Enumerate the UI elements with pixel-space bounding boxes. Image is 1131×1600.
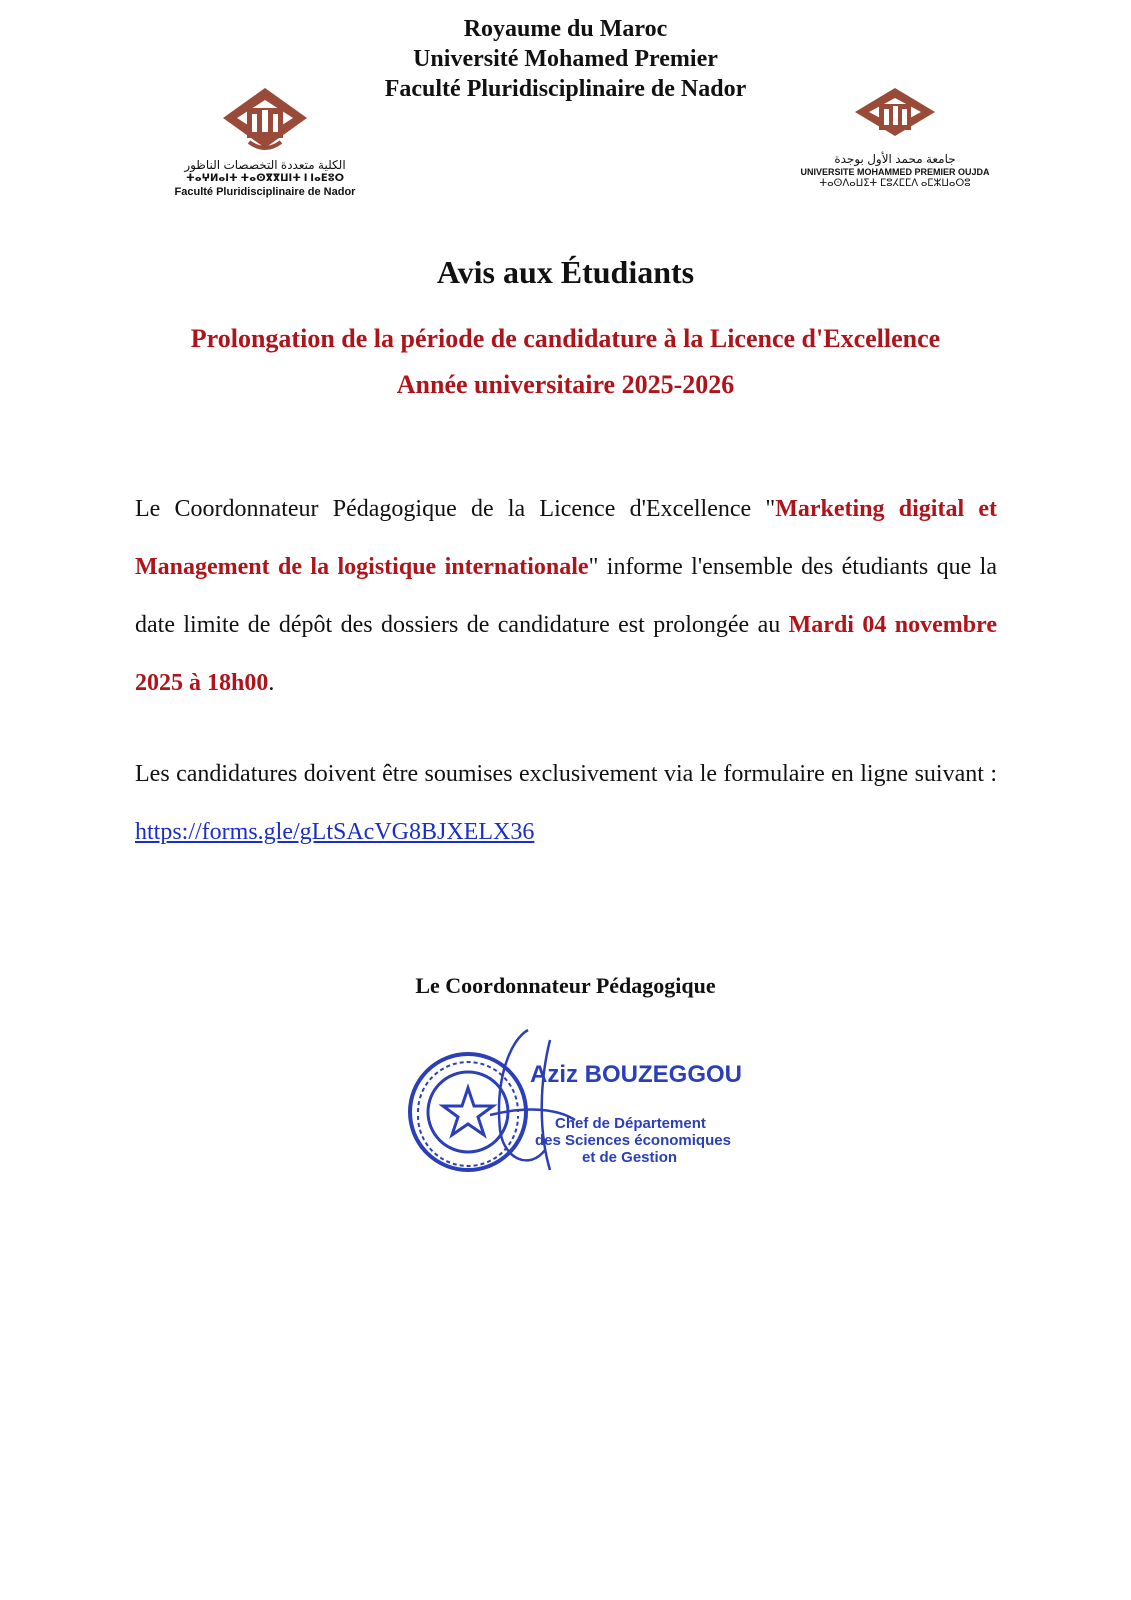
faculty-logo xyxy=(165,86,365,199)
notice-title: Avis aux Étudiants xyxy=(436,254,695,290)
faculty-logo-french: Faculté Pluridisciplinaire de Nador xyxy=(174,185,356,198)
notice-paragraph-2 xyxy=(135,745,997,861)
stamp-line-1: Chef de Département xyxy=(555,1115,706,1132)
signature-title: Le Coordonnateur Pédagogique xyxy=(415,973,716,998)
paragraph-1-intro: Le Coordonnateur Pédagogique de la Licence d'Excellence " xyxy=(135,496,776,522)
stamp-line-2: des Sciences économiques xyxy=(535,1132,731,1149)
university-emblem-icon xyxy=(851,86,939,144)
notice-paragraph-1 xyxy=(135,480,997,712)
handwritten-signature-icon xyxy=(490,1030,575,1170)
university-logo-latin: UNIVERSITE MOHAMMED PREMIER OUJDA xyxy=(800,167,990,177)
faculty-logo-arabic: الكلية متعددة التخصصات الناظور xyxy=(184,158,346,172)
official-stamp xyxy=(400,1020,780,1190)
deadline-date: Mardi 04 novembre 2025 à 18h00 xyxy=(135,612,997,696)
stamp-line-3: et de Gestion xyxy=(582,1149,678,1166)
notice-subtitle-line1: Prolongation de la période de candidature à la Licence d'Excellence xyxy=(190,324,941,353)
seal-star-icon xyxy=(443,1088,493,1135)
paragraph-1-end: . xyxy=(268,670,275,696)
university-logo-tifinagh: ⵜⴰⵙⴷⴰⵡⵉⵜ ⵎⵓⵃⵎⵎⴷ ⴰⵎⵣⵡⴰⵔⵓ xyxy=(819,178,971,190)
header-university: Université Mohamed Premier xyxy=(413,46,718,72)
university-logo-arabic: جامعة محمد الأول بوجدة xyxy=(834,152,956,166)
header-faculty: Faculté Pluridisciplinaire de Nador xyxy=(384,76,747,102)
stamp-name: Aziz BOUZEGGOU xyxy=(530,1061,743,1088)
paragraph-1-middle: " informe l'ensemble des étudiants que la date limite de dépôt des dossiers de candidature est prolongée au xyxy=(135,554,997,638)
university-logo xyxy=(800,86,990,191)
notice-subtitle-line2: Année universitaire 2025-2026 xyxy=(396,370,735,399)
faculty-emblem-icon xyxy=(219,86,311,156)
paragraph-2-intro: Les candidatures doivent être soumises exclusivement via le formulaire en ligne suivant : xyxy=(135,761,997,787)
header-kingdom: Royaume du Maroc xyxy=(463,16,668,42)
faculty-logo-tifinagh: ⵜⴰⵖⵍⴰⵏⵜ ⵜⴰⵙⴳⴳⵡⵏⵜ ⵏ ⵏⴰⴹⵓⵔ xyxy=(185,173,345,184)
program-name: Marketing digital et Management de la logistique internationale xyxy=(135,496,997,580)
application-form-link[interactable]: https://forms.gle/gLtSAcVG8BJXELX36 xyxy=(135,819,535,845)
